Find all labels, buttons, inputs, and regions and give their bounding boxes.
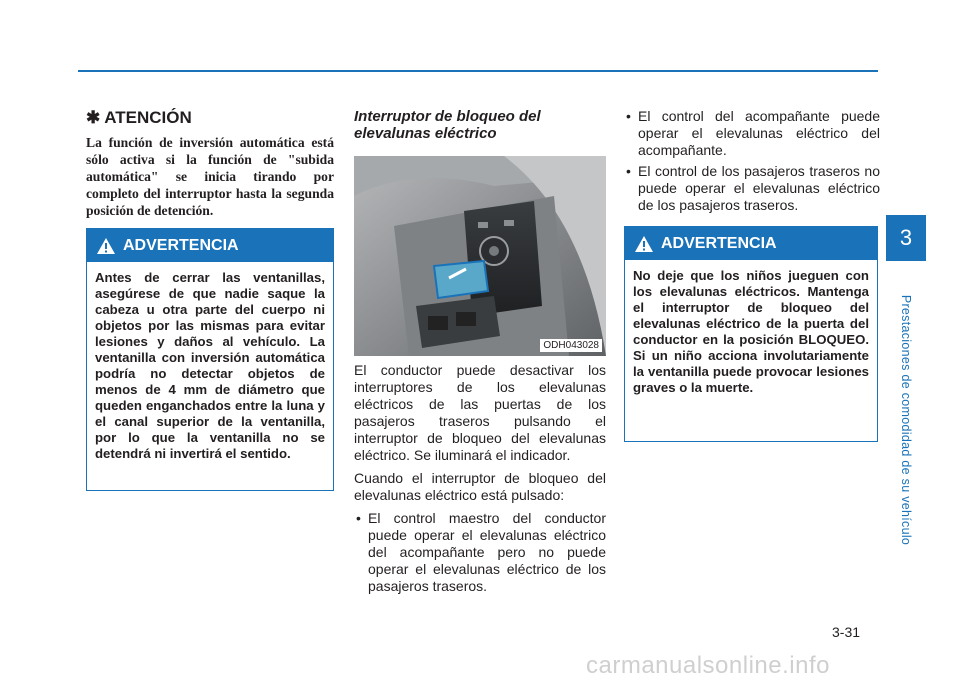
chapter-tab: 3 [886,215,926,261]
section-heading: Interruptor de bloqueo del elevalunas eléctrico [354,108,541,142]
bullet-item: • El control de los pasajeros traseros no puede operar el elevalunas eléctrico de los pasajeros traseros. [624,163,880,214]
bullet-item: • El control del acompañante puede operar el elevalunas eléctrico del acompañante. [624,108,880,159]
section-bullets [354,510,606,595]
watermark: carmanualsonline.info [586,652,830,679]
attention-heading: ✱ ATENCIÓN [86,108,192,127]
header-rule [78,70,878,72]
section-para-2: Cuando el interruptor de bloqueo del elevalunas eléctrico está pulsado: [354,470,606,503]
warning-box-children [624,226,878,442]
section-heading-block [354,108,606,142]
attention-block [86,108,334,219]
door-panel-illustration [354,156,606,356]
asterisk-icon: ✱ [86,108,101,127]
warning-triangle-icon [97,238,115,254]
warning-box-windows [86,228,334,491]
bullet-item: • El control maestro del conductor puede operar el elevalunas eléctrico del acompañante pero no puede operar el elevalunas eléctrico de los pasajeros traseros. [354,510,606,595]
chapter-title: Prestaciones de comodidad de su vehículo [899,294,913,546]
section-bullets-continued [624,108,880,218]
warning-triangle-icon [635,236,653,252]
attention-text: La función de inversión automática está sólo activa si la función de "subida automática" se inicia tirando por completo del interruptor hasta la segunda posición de detención. [86,135,334,218]
section-para-1: El conductor puede desactivar los interruptores de los elevalunas eléctricos de las puertas de los pasajeros traseros pulsando el interruptor de bloqueo del elevalunas eléctrico. Se iluminará el indicador. [354,362,606,463]
warning-title: ADVERTENCIA [123,236,239,254]
photo-code: ODH043028 [540,339,602,352]
section-body [354,362,606,599]
warning-header [625,227,877,260]
warning-header [87,229,333,262]
warning-title: ADVERTENCIA [661,234,777,252]
warning-text: Antes de cerrar las ventanillas, asegúrese de que nadie saque la cabeza u otra parte del cuerpo ni objetos por las mismas para evitar lesiones y daños al vehículo. La ventanilla con inversión automática podría no detectar objetos de menos de 4 mm de diámetro que queden enganchados entre la luna y el canal superior de la ventanilla, por lo que la ventanilla no se detendrá ni invertirá el sentido. [95,270,325,461]
warning-text: No deje que los niños jueguen con los elevalunas eléctricos. Mantenga el interruptor de bloqueo del elevalunas eléctrico de la puerta del conductor en la posición BLOQUEO. Si un niño acciona involutariamente la ventanilla puede provocar lesiones graves o la muerte. [633,268,869,395]
lock-switch-photo [354,156,606,356]
page-number: 3-31 [832,624,861,640]
